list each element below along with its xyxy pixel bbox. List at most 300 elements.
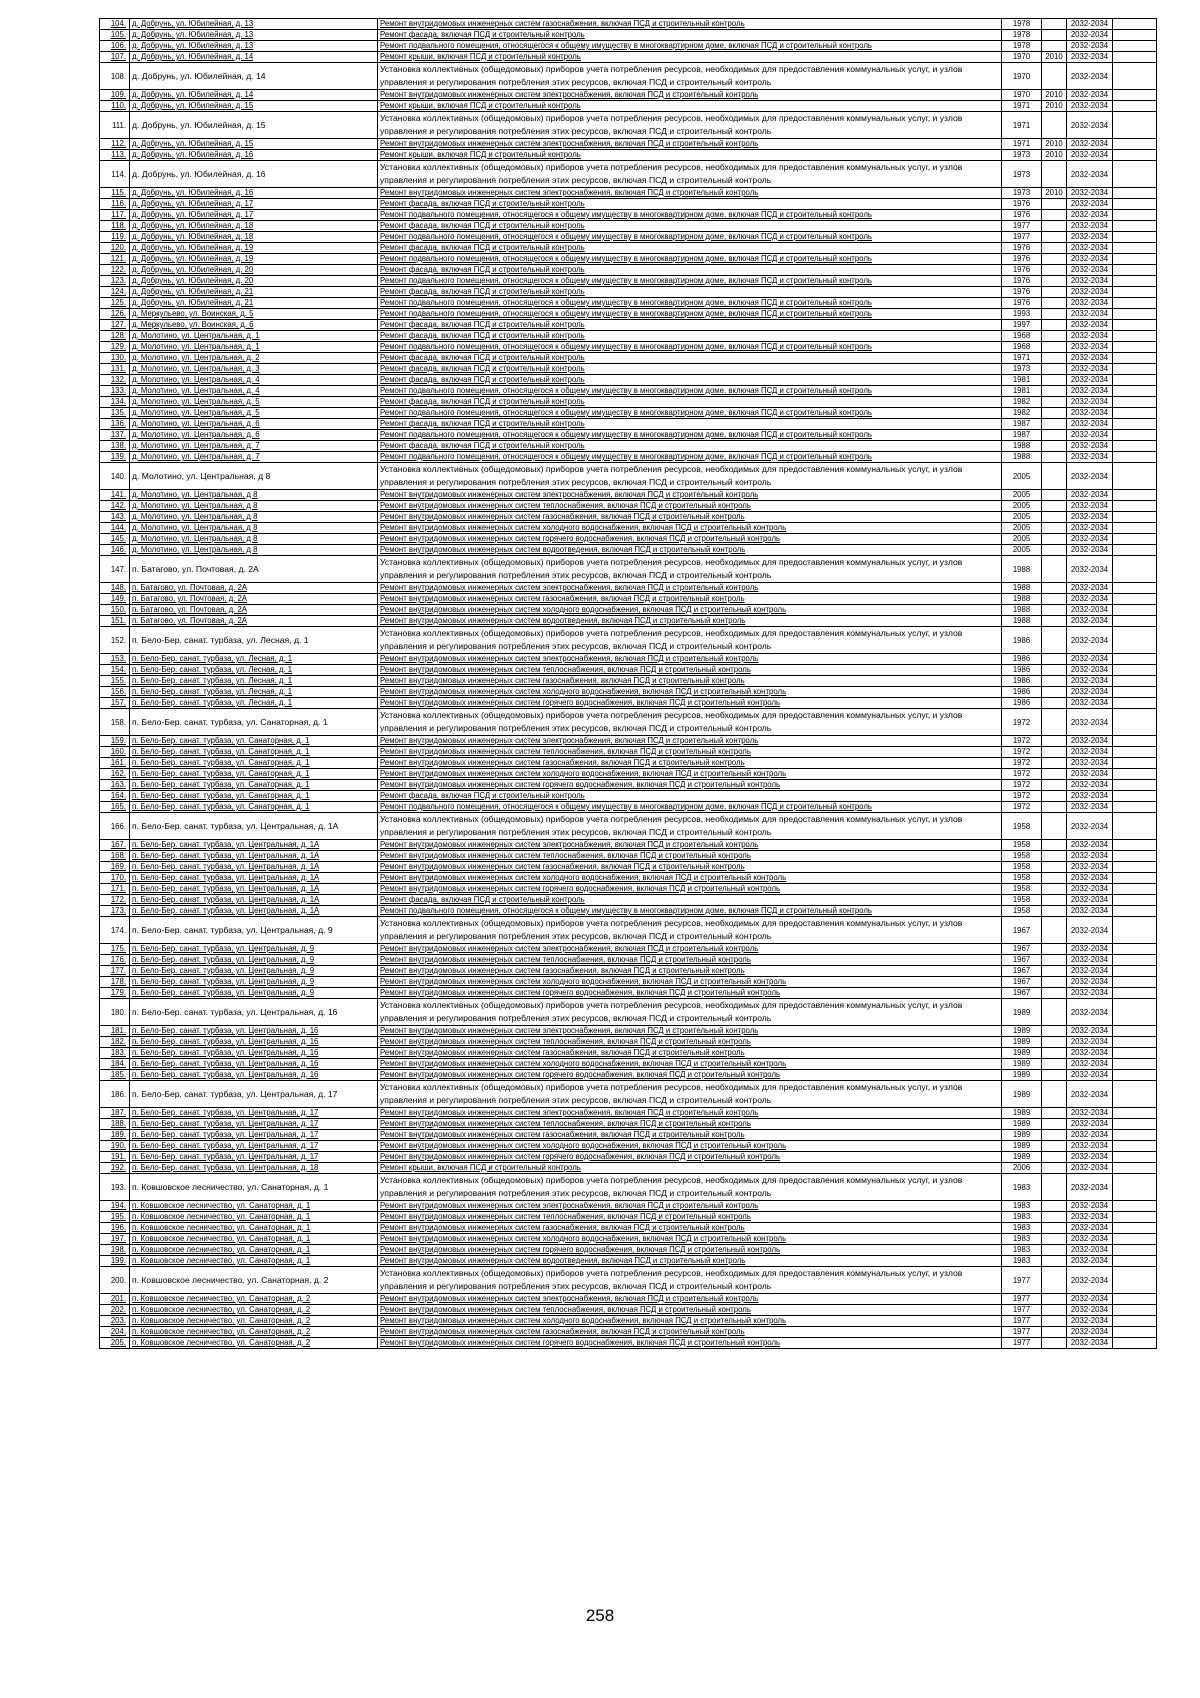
row-number: 136. [100,419,130,430]
row-empty-cell [1113,1234,1157,1245]
row-prev-repair [1042,665,1067,676]
row-empty-cell [1113,1212,1157,1223]
row-build-year: 1983 [1002,1212,1042,1223]
row-number: 179. [100,988,130,999]
row-prev-repair [1042,895,1067,906]
row-plan-period: 2032-2034 [1067,654,1113,665]
row-number: 152. [100,627,130,654]
row-build-year: 1970 [1002,52,1042,63]
row-empty-cell [1113,769,1157,780]
row-prev-repair [1042,1152,1067,1163]
row-build-year: 1989 [1002,1152,1042,1163]
row-plan-period: 2032-2034 [1067,955,1113,966]
row-empty-cell [1113,441,1157,452]
row-address: д. Добрунь, ул. Юбилейная, д. 17 [130,210,378,221]
row-work-type: Установка коллективных (общедомовых) приборов учета потребления ресурсов, необходимых для предоставления коммунальных услуг, и узлов управления и регулирования потребления этих ресурсов, включая ПСД и строительный контроль [378,709,1002,736]
table-row [100,1048,1157,1059]
row-prev-repair [1042,490,1067,501]
row-plan-period: 2032-2034 [1067,397,1113,408]
row-build-year: 1988 [1002,556,1042,583]
row-empty-cell [1113,1048,1157,1059]
row-plan-period: 2032-2034 [1067,265,1113,276]
table-row [100,1026,1157,1037]
row-plan-period: 2032-2034 [1067,161,1113,188]
row-work-type: Ремонт внутридомовых инженерных систем электроснабжения, включая ПСД и строительный контроль [378,1108,1002,1119]
row-address: д. Молотино, ул. Центральная, д 8 [130,501,378,512]
row-prev-repair [1042,1119,1067,1130]
row-plan-period: 2032-2034 [1067,1256,1113,1267]
row-address: д. Молотино, ул. Центральная, д. 1 [130,342,378,353]
row-prev-repair [1042,977,1067,988]
row-build-year: 2005 [1002,501,1042,512]
table-row [100,1305,1157,1316]
table-row [100,320,1157,331]
row-plan-period: 2032-2034 [1067,917,1113,944]
row-prev-repair [1042,161,1067,188]
row-plan-period: 2032-2034 [1067,320,1113,331]
row-plan-period: 2032-2034 [1067,594,1113,605]
row-work-type: Ремонт фасада, включая ПСД и строительный контроль [378,375,1002,386]
row-build-year: 1977 [1002,1305,1042,1316]
row-empty-cell [1113,1119,1157,1130]
row-work-type: Ремонт внутридомовых инженерных систем теплоснабжения, включая ПСД и строительный контроль [378,1305,1002,1316]
row-build-year: 2005 [1002,523,1042,534]
row-empty-cell [1113,452,1157,463]
row-build-year: 1967 [1002,966,1042,977]
table-row [100,1234,1157,1245]
row-build-year: 1958 [1002,840,1042,851]
row-address: п. Бело-Бер. санат. турбаза, ул. Лесная, д. 1 [130,627,378,654]
row-work-type: Ремонт фасада, включая ПСД и строительный контроль [378,895,1002,906]
row-prev-repair [1042,906,1067,917]
row-build-year: 2005 [1002,512,1042,523]
table-row [100,1141,1157,1152]
row-plan-period: 2032-2034 [1067,627,1113,654]
row-prev-repair [1042,30,1067,41]
row-plan-period: 2032-2034 [1067,221,1113,232]
row-address: д. Добрунь, ул. Юбилейная, д. 13 [130,19,378,30]
row-build-year: 1958 [1002,884,1042,895]
row-number: 160. [100,747,130,758]
row-work-type: Ремонт внутридомовых инженерных систем газоснабжения, включая ПСД и строительный контроль [378,862,1002,873]
row-empty-cell [1113,736,1157,747]
row-prev-repair [1042,1037,1067,1048]
row-number: 133. [100,386,130,397]
row-number: 164. [100,791,130,802]
row-work-type: Ремонт внутридомовых инженерных систем теплоснабжения, включая ПСД и строительный контроль [378,665,1002,676]
row-prev-repair [1042,917,1067,944]
row-empty-cell [1113,758,1157,769]
row-number: 109. [100,90,130,101]
row-number: 181. [100,1026,130,1037]
row-prev-repair [1042,955,1067,966]
table-row [100,1212,1157,1223]
row-build-year: 1983 [1002,1223,1042,1234]
row-plan-period: 2032-2034 [1067,1026,1113,1037]
row-number: 137. [100,430,130,441]
row-prev-repair [1042,791,1067,802]
row-prev-repair [1042,501,1067,512]
row-number: 189. [100,1130,130,1141]
row-number: 174. [100,917,130,944]
row-prev-repair: 2010 [1042,188,1067,199]
table-row [100,1059,1157,1070]
table-row [100,90,1157,101]
row-number: 171. [100,884,130,895]
row-plan-period: 2032-2034 [1067,999,1113,1026]
row-address: п. Бело-Бер. санат. турбаза, ул. Центральная, д. 17 [130,1081,378,1108]
row-number: 134. [100,397,130,408]
row-empty-cell [1113,150,1157,161]
row-address: д. Молотино, ул. Центральная, д. 6 [130,430,378,441]
row-address: д. Добрунь, ул. Юбилейная, д. 18 [130,221,378,232]
row-empty-cell [1113,862,1157,873]
row-prev-repair [1042,243,1067,254]
row-prev-repair [1042,298,1067,309]
row-address: п. Ковшовское лесничество, ул. Санаторная, д. 1 [130,1234,378,1245]
row-work-type: Ремонт подвального помещения, относящегося к общему имуществу в многоквартирном доме, включая ПСД и строительный контроль [378,452,1002,463]
table-row [100,654,1157,665]
row-build-year: 1971 [1002,101,1042,112]
row-plan-period: 2032-2034 [1067,1108,1113,1119]
table-row [100,63,1157,90]
row-build-year: 1971 [1002,139,1042,150]
table-row [100,342,1157,353]
row-plan-period: 2032-2034 [1067,873,1113,884]
row-number: 180. [100,999,130,1026]
row-address: п. Бело-Бер. санат. турбаза, ул. Центральная, д. 16 [130,999,378,1026]
row-address: д. Молотино, ул. Центральная, д 8 [130,512,378,523]
row-work-type: Ремонт внутридомовых инженерных систем теплоснабжения, включая ПСД и строительный контроль [378,851,1002,862]
document-page [99,18,1156,1349]
row-number: 135. [100,408,130,419]
row-empty-cell [1113,687,1157,698]
row-prev-repair [1042,397,1067,408]
row-build-year: 2005 [1002,534,1042,545]
row-plan-period: 2032-2034 [1067,41,1113,52]
row-build-year: 1958 [1002,873,1042,884]
row-empty-cell [1113,605,1157,616]
row-build-year: 1958 [1002,813,1042,840]
row-work-type: Ремонт внутридомовых инженерных систем газоснабжения, включая ПСД и строительный контроль [378,758,1002,769]
row-work-type: Ремонт внутридомовых инженерных систем электроснабжения, включая ПСД и строительный контроль [378,1294,1002,1305]
row-work-type: Ремонт внутридомовых инженерных систем горячего водоснабжения, включая ПСД и строительный контроль [378,780,1002,791]
row-build-year: 1989 [1002,1081,1042,1108]
row-empty-cell [1113,386,1157,397]
row-address: п. Ковшовское лесничество, ул. Санаторная, д. 2 [130,1267,378,1294]
row-address: д. Добрунь, ул. Юбилейная, д. 14 [130,63,378,90]
row-work-type: Ремонт внутридомовых инженерных систем теплоснабжения, включая ПСД и строительный контроль [378,955,1002,966]
row-address: п. Бело-Бер. санат. турбаза, ул. Лесная, д. 1 [130,698,378,709]
row-prev-repair [1042,605,1067,616]
table-row [100,386,1157,397]
row-empty-cell [1113,1070,1157,1081]
table-row [100,41,1157,52]
row-plan-period: 2032-2034 [1067,1059,1113,1070]
row-prev-repair: 2010 [1042,139,1067,150]
row-work-type: Установка коллективных (общедомовых) приборов учета потребления ресурсов, необходимых для предоставления коммунальных услуг, и узлов управления и регулирования потребления этих ресурсов, включая ПСД и строительный контроль [378,1174,1002,1201]
row-prev-repair [1042,583,1067,594]
row-prev-repair [1042,342,1067,353]
row-work-type: Ремонт фасада, включая ПСД и строительный контроль [378,221,1002,232]
row-plan-period: 2032-2034 [1067,780,1113,791]
table-body [100,19,1157,1349]
row-plan-period: 2032-2034 [1067,430,1113,441]
row-plan-period: 2032-2034 [1067,813,1113,840]
row-address: д. Добрунь, ул. Юбилейная, д. 21 [130,287,378,298]
table-row [100,884,1157,895]
row-plan-period: 2032-2034 [1067,490,1113,501]
row-work-type: Ремонт внутридомовых инженерных систем электроснабжения, включая ПСД и строительный контроль [378,583,1002,594]
row-work-type: Ремонт фасада, включая ПСД и строительный контроль [378,320,1002,331]
row-work-type: Ремонт крыши, включая ПСД и строительный контроль [378,150,1002,161]
row-address: п. Бело-Бер. санат. турбаза, ул. Центральная, д. 16 [130,1059,378,1070]
row-address: д. Молотино, ул. Центральная, д. 4 [130,386,378,397]
table-row [100,698,1157,709]
row-empty-cell [1113,654,1157,665]
row-number: 158. [100,709,130,736]
table-row [100,556,1157,583]
row-prev-repair [1042,463,1067,490]
row-build-year: 1976 [1002,276,1042,287]
row-address: п. Бело-Бер. санат. турбаза, ул. Центральная, д. 18 [130,1163,378,1174]
table-row [100,791,1157,802]
table-row [100,1163,1157,1174]
row-number: 163. [100,780,130,791]
table-row [100,1119,1157,1130]
row-number: 199. [100,1256,130,1267]
row-address: д. Молотино, ул. Центральная, д 8 [130,463,378,490]
row-empty-cell [1113,353,1157,364]
row-number: 205. [100,1338,130,1349]
row-address: д. Меркульево, ул. Воинская, д. 5 [130,309,378,320]
row-number: 154. [100,665,130,676]
row-build-year: 1977 [1002,1316,1042,1327]
row-work-type: Ремонт внутридомовых инженерных систем водоотведения, включая ПСД и строительный контроль [378,616,1002,627]
row-build-year: 1988 [1002,605,1042,616]
row-plan-period: 2032-2034 [1067,309,1113,320]
row-plan-period: 2032-2034 [1067,243,1113,254]
row-build-year: 1972 [1002,802,1042,813]
row-build-year: 1967 [1002,955,1042,966]
row-build-year: 1977 [1002,232,1042,243]
row-empty-cell [1113,1294,1157,1305]
row-work-type: Ремонт фасада, включая ПСД и строительный контроль [378,331,1002,342]
row-number: 112. [100,139,130,150]
row-build-year: 1968 [1002,342,1042,353]
row-work-type: Ремонт внутридомовых инженерных систем холодного водоснабжения, включая ПСД и строительный контроль [378,605,1002,616]
row-plan-period: 2032-2034 [1067,884,1113,895]
row-build-year: 1958 [1002,851,1042,862]
table-row [100,709,1157,736]
row-empty-cell [1113,895,1157,906]
row-plan-period: 2032-2034 [1067,906,1113,917]
row-build-year: 1972 [1002,791,1042,802]
row-empty-cell [1113,1163,1157,1174]
row-empty-cell [1113,966,1157,977]
row-prev-repair [1042,747,1067,758]
row-empty-cell [1113,977,1157,988]
row-work-type: Ремонт внутридомовых инженерных систем газоснабжения, включая ПСД и строительный контроль [378,966,1002,977]
row-address: п. Бело-Бер. санат. турбаза, ул. Лесная, д. 1 [130,676,378,687]
row-work-type: Ремонт внутридомовых инженерных систем электроснабжения, включая ПСД и строительный контроль [378,944,1002,955]
row-prev-repair [1042,63,1067,90]
row-prev-repair [1042,19,1067,30]
row-plan-period: 2032-2034 [1067,665,1113,676]
table-row [100,309,1157,320]
row-build-year: 2005 [1002,463,1042,490]
row-build-year: 1982 [1002,408,1042,419]
row-build-year: 1988 [1002,441,1042,452]
row-work-type: Ремонт внутридомовых инженерных систем газоснабжения, включая ПСД и строительный контроль [378,1130,1002,1141]
row-plan-period: 2032-2034 [1067,1338,1113,1349]
row-plan-period: 2032-2034 [1067,501,1113,512]
row-prev-repair: 2010 [1042,150,1067,161]
row-prev-repair [1042,534,1067,545]
row-prev-repair [1042,364,1067,375]
row-plan-period: 2032-2034 [1067,862,1113,873]
row-plan-period: 2032-2034 [1067,512,1113,523]
row-build-year: 1976 [1002,243,1042,254]
row-address: д. Молотино, ул. Центральная, д. 5 [130,408,378,419]
row-prev-repair [1042,862,1067,873]
row-build-year: 1989 [1002,1059,1042,1070]
table-row [100,627,1157,654]
row-empty-cell [1113,254,1157,265]
row-plan-period: 2032-2034 [1067,364,1113,375]
table-row [100,1245,1157,1256]
row-number: 120. [100,243,130,254]
row-work-type: Установка коллективных (общедомовых) приборов учета потребления ресурсов, необходимых для предоставления коммунальных услуг, и узлов управления и регулирования потребления этих ресурсов, включая ПСД и строительный контроль [378,556,1002,583]
row-prev-repair [1042,676,1067,687]
row-work-type: Установка коллективных (общедомовых) приборов учета потребления ресурсов, необходимых для предоставления коммунальных услуг, и узлов управления и регулирования потребления этих ресурсов, включая ПСД и строительный контроль [378,813,1002,840]
row-build-year: 1981 [1002,375,1042,386]
row-build-year: 2005 [1002,490,1042,501]
row-empty-cell [1113,1316,1157,1327]
row-plan-period: 2032-2034 [1067,52,1113,63]
row-prev-repair [1042,616,1067,627]
table-row [100,161,1157,188]
table-row [100,1108,1157,1119]
row-build-year: 1967 [1002,944,1042,955]
row-empty-cell [1113,988,1157,999]
row-build-year: 1972 [1002,769,1042,780]
page-number: 258 [585,1606,615,1625]
row-address: п. Бело-Бер. санат. турбаза, ул. Санаторная, д. 1 [130,769,378,780]
row-number: 111. [100,112,130,139]
row-number: 190. [100,1141,130,1152]
row-plan-period: 2032-2034 [1067,1245,1113,1256]
row-prev-repair [1042,736,1067,747]
table-row [100,463,1157,490]
table-row [100,287,1157,298]
row-work-type: Ремонт внутридомовых инженерных систем горячего водоснабжения, включая ПСД и строительный контроль [378,884,1002,895]
row-plan-period: 2032-2034 [1067,112,1113,139]
row-work-type: Ремонт внутридомовых инженерных систем электроснабжения, включая ПСД и строительный контроль [378,90,1002,101]
row-empty-cell [1113,90,1157,101]
row-plan-period: 2032-2034 [1067,676,1113,687]
row-address: д. Добрунь, ул. Юбилейная, д. 16 [130,161,378,188]
row-number: 162. [100,769,130,780]
table-row [100,243,1157,254]
row-work-type: Ремонт внутридомовых инженерных систем холодного водоснабжения, включая ПСД и строительный контроль [378,1141,1002,1152]
row-empty-cell [1113,917,1157,944]
row-address: п. Батагово, ул. Почтовая, д. 2А [130,594,378,605]
row-build-year: 1988 [1002,616,1042,627]
row-number: 127. [100,320,130,331]
row-empty-cell [1113,851,1157,862]
row-number: 185. [100,1070,130,1081]
row-address: п. Бело-Бер. санат. турбаза, ул. Центральная, д. 17 [130,1130,378,1141]
row-build-year: 1972 [1002,736,1042,747]
row-work-type: Ремонт внутридомовых инженерных систем горячего водоснабжения, включая ПСД и строительный контроль [378,534,1002,545]
table-row [100,977,1157,988]
row-prev-repair [1042,1108,1067,1119]
row-build-year: 1977 [1002,1327,1042,1338]
row-prev-repair [1042,1048,1067,1059]
row-address: п. Ковшовское лесничество, ул. Санаторная, д. 2 [130,1327,378,1338]
row-address: п. Ковшовское лесничество, ул. Санаторная, д. 1 [130,1245,378,1256]
row-address: п. Бело-Бер. санат. турбаза, ул. Санаторная, д. 1 [130,709,378,736]
row-number: 116. [100,199,130,210]
row-prev-repair [1042,873,1067,884]
row-prev-repair [1042,556,1067,583]
row-plan-period: 2032-2034 [1067,1223,1113,1234]
row-work-type: Ремонт внутридомовых инженерных систем горячего водоснабжения, включая ПСД и строительный контроль [378,1245,1002,1256]
row-number: 143. [100,512,130,523]
row-prev-repair [1042,654,1067,665]
row-number: 176. [100,955,130,966]
row-plan-period: 2032-2034 [1067,988,1113,999]
row-empty-cell [1113,873,1157,884]
row-address: п. Бело-Бер. санат. турбаза, ул. Центральная, д. 9 [130,955,378,966]
row-prev-repair [1042,441,1067,452]
row-build-year: 1993 [1002,309,1042,320]
row-address: п. Бело-Бер. санат. турбаза, ул. Санаторная, д. 1 [130,802,378,813]
row-empty-cell [1113,276,1157,287]
row-plan-period: 2032-2034 [1067,802,1113,813]
row-work-type: Ремонт фасада, включая ПСД и строительный контроль [378,441,1002,452]
row-work-type: Ремонт внутридомовых инженерных систем газоснабжения, включая ПСД и строительный контроль [378,1327,1002,1338]
table-row [100,1174,1157,1201]
table-row [100,353,1157,364]
row-plan-period: 2032-2034 [1067,616,1113,627]
table-row [100,452,1157,463]
row-number: 151. [100,616,130,627]
row-work-type: Ремонт подвального помещения, относящегося к общему имуществу в многоквартирном доме, включая ПСД и строительный контроль [378,309,1002,320]
row-address: д. Молотино, ул. Центральная, д 8 [130,490,378,501]
row-number: 182. [100,1037,130,1048]
row-build-year: 1972 [1002,758,1042,769]
row-empty-cell [1113,298,1157,309]
row-number: 168. [100,851,130,862]
row-work-type: Установка коллективных (общедомовых) приборов учета потребления ресурсов, необходимых для предоставления коммунальных услуг, и узлов управления и регулирования потребления этих ресурсов, включая ПСД и строительный контроль [378,917,1002,944]
row-address: д. Молотино, ул. Центральная, д. 2 [130,353,378,364]
row-address: п. Бело-Бер. санат. турбаза, ул. Центральная, д. 16 [130,1037,378,1048]
row-build-year: 1989 [1002,1026,1042,1037]
table-row [100,408,1157,419]
row-plan-period: 2032-2034 [1067,1048,1113,1059]
row-work-type: Ремонт внутридомовых инженерных систем электроснабжения, включая ПСД и строительный контроль [378,736,1002,747]
row-plan-period: 2032-2034 [1067,199,1113,210]
row-empty-cell [1113,1081,1157,1108]
row-work-type: Ремонт подвального помещения, относящегося к общему имуществу в многоквартирном доме, включая ПСД и строительный контроль [378,232,1002,243]
row-address: д. Добрунь, ул. Юбилейная, д. 15 [130,101,378,112]
row-number: 203. [100,1316,130,1327]
row-prev-repair [1042,1234,1067,1245]
table-row [100,265,1157,276]
row-empty-cell [1113,1245,1157,1256]
